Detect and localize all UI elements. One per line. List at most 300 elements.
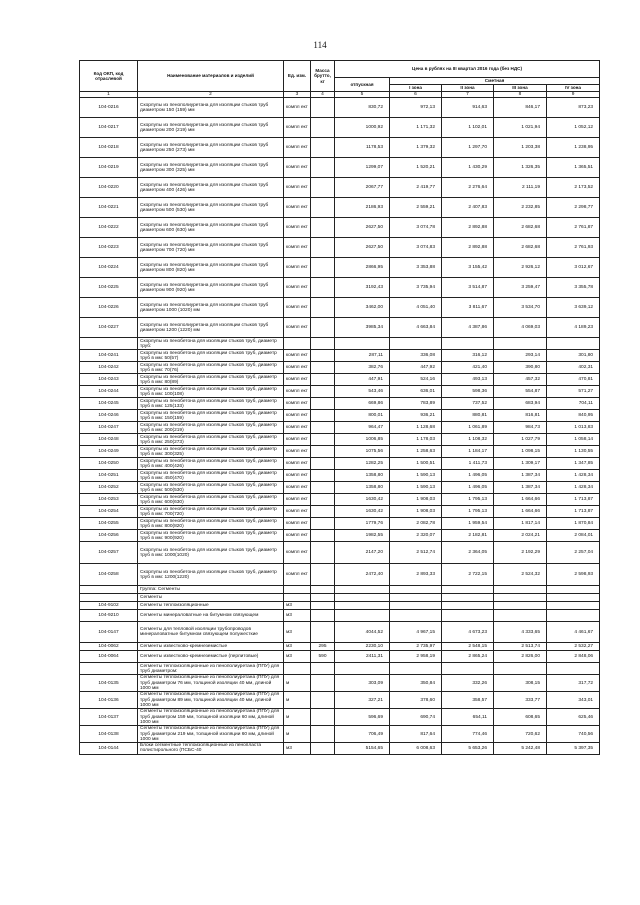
cell-code: 104-0255 [80, 518, 138, 530]
cell-release-price: 3462,00 [335, 298, 390, 318]
cell-zone-3-price: 457,32 [494, 374, 547, 386]
header-mass: Масса брутто, кг [311, 61, 335, 92]
table-body [80, 98, 600, 754]
cell-mass [311, 610, 335, 622]
cell-zone-2-price: 2 276,64 [442, 178, 494, 198]
table-row [80, 198, 600, 218]
cell-unit: компл ект [284, 350, 311, 362]
cell-zone-4-price [547, 663, 600, 675]
cell-mass [311, 602, 335, 610]
cell-zone-3-price: 1 387,34 [494, 482, 547, 494]
cell-code: 104-0064 [80, 651, 138, 663]
cell-zone-4-price: 5 397,35 [547, 743, 600, 754]
cell-zone-2-price: 1 795,13 [442, 494, 494, 506]
cell-release-price: 706,49 [335, 726, 390, 743]
cell-zone-2-price: 316,12 [442, 350, 494, 362]
table-row [80, 434, 600, 446]
cell-code: 104-0221 [80, 198, 138, 218]
cell-zone-2-price: 2 892,88 [442, 218, 494, 238]
header-code: Код ОКП, код отраслевой [80, 61, 138, 92]
cell-zone-1-price: 783,89 [390, 398, 442, 410]
cell-code: 104-0253 [80, 494, 138, 506]
cell-name: Группа: Сегменты [138, 586, 284, 594]
cell-name: Скорлупы из пенобетона для изоляции стыков труб, диаметр труб в мм: 400(426) [138, 458, 284, 470]
cell-zone-3-price [494, 586, 547, 594]
table-row [80, 158, 600, 178]
cell-zone-1-price: 1 128,68 [390, 422, 442, 434]
cell-release-price: 287,11 [335, 350, 390, 362]
cell-unit: компл ект [284, 318, 311, 338]
cell-zone-4-price: 1 130,55 [547, 446, 600, 458]
cell-release-price [335, 663, 390, 675]
cell-release-price: 2411,31 [335, 651, 390, 663]
cell-name: Сегменты известково-кремнеземистые (перлитовые) [138, 651, 284, 663]
cell-unit: компл ект [284, 530, 311, 542]
cell-release-price: 1779,76 [335, 518, 390, 530]
cell-zone-2-price: 3 155,42 [442, 258, 494, 278]
cell-zone-1-price: 4 967,15 [390, 622, 442, 643]
cell-zone-4-price: 402,31 [547, 362, 600, 374]
cell-unit: м3 [284, 610, 311, 622]
cell-mass [311, 518, 335, 530]
cell-unit [284, 586, 311, 594]
cell-zone-4-price: 2 761,87 [547, 218, 600, 238]
table-row [80, 446, 600, 458]
cell-mass [311, 530, 335, 542]
cell-code [80, 338, 138, 350]
cell-zone-4-price: 4 189,23 [547, 318, 600, 338]
cell-zone-3-price: 2 826,00 [494, 651, 547, 663]
cell-mass [311, 98, 335, 118]
cell-zone-1-price: 1 908,03 [390, 494, 442, 506]
table-row [80, 709, 600, 726]
cell-mass [311, 663, 335, 675]
table-row [80, 692, 600, 709]
cell-zone-4-price: 2 084,01 [547, 530, 600, 542]
cell-unit: м3 [284, 743, 311, 754]
cell-zone-4-price: 1 052,12 [547, 118, 600, 138]
col-number: 9 [547, 92, 600, 98]
cell-zone-4-price: 1 428,34 [547, 470, 600, 482]
cell-name: Сегменты теплоизоляционные из пенополиуретана (ППУ) для труб диаметром: [138, 663, 284, 675]
cell-code: 104-0227 [80, 318, 138, 338]
cell-mass [311, 410, 335, 422]
cell-code: 104-9210 [80, 610, 138, 622]
cell-zone-1-price: 2 958,19 [390, 651, 442, 663]
table-row [80, 675, 600, 692]
cell-name: Скорлупы из пенополиуретана для изоляции стыков труб диаметром 700 (720) мм [138, 238, 284, 258]
cell-zone-4-price: 3 355,78 [547, 278, 600, 298]
cell-name: Скорлупы из пенополиуретана для изоляции стыков труб диаметром 600 (630) мм [138, 218, 284, 238]
cell-zone-2-price: 2 892,88 [442, 238, 494, 258]
cell-zone-4-price [547, 586, 600, 594]
header-estimate: Сметная [390, 78, 600, 85]
cell-zone-1-price: 378,60 [390, 692, 442, 709]
cell-name: Сегменты теплоизоляционные из пенополиуретана (ППУ) для труб диаметром 89 мм, толщиной изоляции 40 мм, длиной 1000 мм [138, 692, 284, 709]
cell-zone-3-price [494, 338, 547, 350]
cell-code: 104-0250 [80, 458, 138, 470]
cell-name: Сегменты [138, 594, 284, 602]
cell-release-price [335, 602, 390, 610]
col-number: 7 [442, 92, 494, 98]
cell-unit: м3 [284, 622, 311, 643]
cell-release-price [335, 338, 390, 350]
cell-release-price: 303,09 [335, 675, 390, 692]
cell-zone-1-price: 3 735,94 [390, 278, 442, 298]
cell-code: 104-0245 [80, 398, 138, 410]
cell-zone-2-price [442, 602, 494, 610]
cell-zone-1-price: 2 419,77 [390, 178, 442, 198]
cell-name: Сегменты минераловатные на битумном связующем [138, 610, 284, 622]
col-number: 8 [494, 92, 547, 98]
cell-zone-3-price: 3 259,47 [494, 278, 547, 298]
cell-zone-1-price [390, 610, 442, 622]
cell-zone-3-price: 1 098,15 [494, 446, 547, 458]
cell-mass [311, 726, 335, 743]
cell-unit: м [284, 675, 311, 692]
cell-zone-3-price: 1 021,94 [494, 118, 547, 138]
cell-name: Скорлупы из пенобетона для изоляции стыков труб, диаметр труб в мм: 1000(1020) [138, 542, 284, 564]
cell-unit: м [284, 726, 311, 743]
cell-code: 104-0247 [80, 422, 138, 434]
cell-zone-1-price: 2 559,21 [390, 198, 442, 218]
cell-code: 104-0254 [80, 506, 138, 518]
cell-unit: компл ект [284, 398, 311, 410]
table-row [80, 350, 600, 362]
cell-name: Сегменты теплоизоляционные [138, 602, 284, 610]
cell-zone-2-price: 4 387,86 [442, 318, 494, 338]
cell-name: Сегменты теплоизоляционные из пенополиуретана (ППУ) для труб диаметром 76 мм, толщиной изоляции 40 мм, длиной 1000 мм [138, 675, 284, 692]
cell-zone-1-price: 350,84 [390, 675, 442, 692]
cell-code: 104-0220 [80, 178, 138, 198]
cell-mass [311, 594, 335, 602]
cell-name: Скорлупы из пенобетона для изоляции стыков труб, диаметр труб в мм: 600(630) [138, 494, 284, 506]
cell-zone-4-price: 3 639,12 [547, 298, 600, 318]
cell-unit: компл ект [284, 362, 311, 374]
cell-unit [284, 594, 311, 602]
cell-code: 104-0147 [80, 622, 138, 643]
cell-mass [311, 470, 335, 482]
cell-zone-2-price: 1 184,17 [442, 446, 494, 458]
cell-code: 104-0226 [80, 298, 138, 318]
cell-zone-4-price: 317,72 [547, 675, 600, 692]
cell-mass [311, 138, 335, 158]
cell-name: Скорлупы из пенобетона для изоляции стыков труб, диаметр труб в мм: 900(920) [138, 530, 284, 542]
cell-zone-2-price: 1 795,13 [442, 506, 494, 518]
cell-name: Скорлупы из пенобетона для изоляции стыков труб, диаметр труб в мм: 500(530) [138, 482, 284, 494]
cell-zone-3-price: 1 326,35 [494, 158, 547, 178]
cell-zone-1-price: 524,16 [390, 374, 442, 386]
cell-release-price: 1075,56 [335, 446, 390, 458]
cell-name: Скорлупы из пенобетона для изоляции стыков труб, диаметр труб в мм: 150(159) [138, 410, 284, 422]
table-row [80, 458, 600, 470]
table-row [80, 298, 600, 318]
cell-zone-2-price: 2 407,83 [442, 198, 494, 218]
cell-zone-4-price: 1 238,95 [547, 138, 600, 158]
cell-code: 104-0224 [80, 258, 138, 278]
table-row [80, 564, 600, 586]
cell-unit: компл ект [284, 198, 311, 218]
cell-release-price: 543,46 [335, 386, 390, 398]
cell-release-price: 596,69 [335, 709, 390, 726]
cell-mass [311, 362, 335, 374]
cell-zone-2-price: 914,63 [442, 98, 494, 118]
cell-mass [311, 158, 335, 178]
cell-name: Скорлупы из пенополиуретана для изоляции стыков труб диаметром 250 (273) мм [138, 138, 284, 158]
cell-mass [311, 422, 335, 434]
cell-release-price: 5154,65 [335, 743, 390, 754]
cell-zone-4-price: 873,23 [547, 98, 600, 118]
cell-zone-1-price: 3 074,83 [390, 238, 442, 258]
cell-unit: компл ект [284, 506, 311, 518]
cell-mass [311, 398, 335, 410]
cell-name: Скорлупы из пенополиуретана для изоляции стыков труб диаметром 1200 (1220) мм [138, 318, 284, 338]
col-number: 6 [390, 92, 442, 98]
cell-unit: компл ект [284, 298, 311, 318]
cell-code: 104-0223 [80, 238, 138, 258]
cell-mass [311, 506, 335, 518]
table-row [80, 602, 600, 610]
cell-zone-3-price: 308,15 [494, 675, 547, 692]
cell-unit [284, 663, 311, 675]
cell-release-price: 830,72 [335, 98, 390, 118]
cell-release-price: 2186,93 [335, 198, 390, 218]
cell-release-price [335, 610, 390, 622]
cell-zone-3-price: 1 309,17 [494, 458, 547, 470]
cell-release-price: 2147,20 [335, 542, 390, 564]
cell-unit: компл ект [284, 218, 311, 238]
table-row [80, 726, 600, 743]
cell-zone-4-price [547, 602, 600, 610]
cell-release-price: 2230,10 [335, 643, 390, 651]
cell-zone-4-price: 1 870,84 [547, 518, 600, 530]
col-number: 1 [80, 92, 138, 98]
cell-zone-3-price: 1 027,79 [494, 434, 547, 446]
cell-code: 104-0256 [80, 530, 138, 542]
cell-zone-1-price: 3 353,88 [390, 258, 442, 278]
cell-zone-3-price: 333,77 [494, 692, 547, 709]
cell-zone-2-price: 2 865,24 [442, 651, 494, 663]
cell-name: Скорлупы из пенобетона для изоляции стыков труб, диаметр труб в мм: 70(76) [138, 362, 284, 374]
col-number: 5 [335, 92, 390, 98]
cell-name: Скорлупы из пенобетона для изоляции стыков труб, диаметр труб в мм: 250(273) [138, 434, 284, 446]
col-number: 2 [138, 92, 284, 98]
cell-release-price: 964,47 [335, 422, 390, 434]
cell-code: 104-0135 [80, 675, 138, 692]
cell-unit: компл ект [284, 98, 311, 118]
cell-code: 104-0217 [80, 118, 138, 138]
cell-unit: компл ект [284, 458, 311, 470]
cell-zone-1-price: 447,92 [390, 362, 442, 374]
cell-mass [311, 458, 335, 470]
cell-name: Скорлупы из пенобетона для изоляции стыков труб, диаметр труб в мм: 1200(1220) [138, 564, 284, 586]
header-zone-3: III зона [494, 85, 547, 92]
cell-name: Сегменты для тепловой изоляции трубопроводов минераловатные битумном связующем полужесткие [138, 622, 284, 643]
table-row [80, 743, 600, 754]
cell-zone-2-price: 1 411,73 [442, 458, 494, 470]
cell-zone-3-price: 846,17 [494, 98, 547, 118]
cell-zone-1-price: 6 008,63 [390, 743, 442, 754]
cell-code: 104-0248 [80, 434, 138, 446]
cell-unit: компл ект [284, 238, 311, 258]
cell-zone-2-price: 5 653,26 [442, 743, 494, 754]
cell-zone-1-price: 936,21 [390, 410, 442, 422]
cell-zone-2-price: 2 182,81 [442, 530, 494, 542]
cell-code: 104-0225 [80, 278, 138, 298]
cell-name: Скорлупы из пенополиуретана для изоляции стыков труб диаметром 150 (159) мм [138, 98, 284, 118]
cell-zone-3-price: 3 534,70 [494, 298, 547, 318]
table-row [80, 594, 600, 602]
cell-zone-3-price: 2 513,74 [494, 643, 547, 651]
cell-zone-2-price: 654,11 [442, 709, 494, 726]
cell-zone-2-price: 3 811,67 [442, 298, 494, 318]
cell-release-price: 1282,25 [335, 458, 390, 470]
table-row [80, 178, 600, 198]
cell-mass [311, 218, 335, 238]
cell-name: Скорлупы из пенополиуретана для изоляции стыков труб диаметром 200 (219) мм [138, 118, 284, 138]
cell-zone-1-price [390, 338, 442, 350]
cell-name: Сегменты теплоизоляционные из пенополиуретана (ППУ) для труб диаметром 159 мм, толщиной изоляции 60 мм, длиной 1000 мм [138, 709, 284, 726]
cell-zone-1-price: 1 590,13 [390, 470, 442, 482]
cell-release-price: 1358,80 [335, 482, 390, 494]
cell-zone-4-price [547, 594, 600, 602]
cell-mass [311, 692, 335, 709]
col-number: 3 [284, 92, 311, 98]
cell-name: Сегменты теплоизоляционные из пенополиуретана (ППУ) для труб диаметром 219 мм, толщиной изоляции 60 мм, длиной 1000 мм [138, 726, 284, 743]
table-row [80, 586, 600, 594]
table-row [80, 218, 600, 238]
cell-mass [311, 542, 335, 564]
cell-zone-2-price: 1 496,05 [442, 482, 494, 494]
cell-code: 104-0258 [80, 564, 138, 586]
cell-zone-2-price: 1 496,05 [442, 470, 494, 482]
cell-code: 104-0219 [80, 158, 138, 178]
cell-zone-3-price: 390,80 [494, 362, 547, 374]
cell-zone-1-price: 1 520,21 [390, 158, 442, 178]
cell-mass [311, 278, 335, 298]
cell-zone-4-price: 301,80 [547, 350, 600, 362]
table-row [80, 542, 600, 564]
cell-zone-4-price: 840,95 [547, 410, 600, 422]
cell-zone-3-price: 5 242,48 [494, 743, 547, 754]
table-row [80, 622, 600, 643]
cell-zone-2-price: 2 548,15 [442, 643, 494, 651]
cell-code: 104-9102 [80, 602, 138, 610]
cell-zone-4-price: 625,46 [547, 709, 600, 726]
cell-zone-3-price: 2 682,68 [494, 238, 547, 258]
cell-unit: компл ект [284, 386, 311, 398]
cell-zone-3-price: 2 192,29 [494, 542, 547, 564]
cell-zone-3-price: 2 524,32 [494, 564, 547, 586]
cell-code: 104-0222 [80, 218, 138, 238]
cell-zone-2-price: 493,13 [442, 374, 494, 386]
cell-zone-2-price: 3 514,87 [442, 278, 494, 298]
cell-zone-1-price: 1 908,03 [390, 506, 442, 518]
table-row [80, 530, 600, 542]
cell-zone-3-price: 554,87 [494, 386, 547, 398]
cell-release-price: 2866,95 [335, 258, 390, 278]
cell-zone-1-price: 817,64 [390, 726, 442, 743]
price-table [79, 60, 600, 755]
cell-release-price: 1006,85 [335, 434, 390, 446]
cell-release-price: 1630,42 [335, 506, 390, 518]
cell-code: 104-0138 [80, 726, 138, 743]
cell-unit: компл ект [284, 446, 311, 458]
cell-zone-1-price: 1 178,03 [390, 434, 442, 446]
cell-zone-4-price: 1 013,83 [547, 422, 600, 434]
cell-zone-3-price: 2 682,68 [494, 218, 547, 238]
cell-zone-3-price: 2 111,19 [494, 178, 547, 198]
cell-release-price: 4044,52 [335, 622, 390, 643]
table-row [80, 643, 600, 651]
table-row [80, 118, 600, 138]
cell-mass [311, 482, 335, 494]
cell-mass [311, 709, 335, 726]
table-row [80, 374, 600, 386]
cell-release-price: 3985,34 [335, 318, 390, 338]
cell-release-price: 1630,42 [335, 494, 390, 506]
cell-zone-3-price [494, 602, 547, 610]
cell-name: Скорлупы из пенобетона для изоляции стыков труб, диаметр труб в мм: 700(720) [138, 506, 284, 518]
cell-unit: м3 [284, 602, 311, 610]
cell-release-price [335, 586, 390, 594]
cell-zone-3-price [494, 610, 547, 622]
cell-name: Скорлупы из пенополиуретана для изоляции стыков труб диаметром 400 (426) мм [138, 178, 284, 198]
cell-zone-2-price: 880,81 [442, 410, 494, 422]
cell-unit: компл ект [284, 158, 311, 178]
cell-name: Скорлупы из пенобетона для изоляции стыков труб, диаметр труб в мм: 50(57) [138, 350, 284, 362]
cell-name: Скорлупы из пенобетона для изоляции стыков труб, диаметр труб в мм: 300(325) [138, 446, 284, 458]
cell-zone-4-price: 740,56 [547, 726, 600, 743]
cell-zone-3-price: 2 232,85 [494, 198, 547, 218]
cell-release-price: 800,01 [335, 410, 390, 422]
cell-release-price: 327,21 [335, 692, 390, 709]
cell-code: 104-0244 [80, 386, 138, 398]
cell-zone-1-price: 2 735,97 [390, 643, 442, 651]
header-zone-4: IV зона [547, 85, 600, 92]
cell-code: 104-0249 [80, 446, 138, 458]
cell-zone-1-price: 1 379,32 [390, 138, 442, 158]
table-row [80, 398, 600, 410]
header-unit: Ед. изм. [284, 61, 311, 92]
cell-zone-1-price: 2 512,74 [390, 542, 442, 564]
cell-release-price: 2472,40 [335, 564, 390, 586]
cell-zone-3-price: 1 387,34 [494, 470, 547, 482]
cell-release-price: 1982,55 [335, 530, 390, 542]
cell-zone-1-price: 1 590,13 [390, 482, 442, 494]
table-row [80, 238, 600, 258]
cell-unit: компл ект [284, 178, 311, 198]
table-row [80, 506, 600, 518]
cell-mass [311, 318, 335, 338]
cell-zone-3-price [494, 594, 547, 602]
cell-zone-1-price: 336,08 [390, 350, 442, 362]
cell-mass [311, 238, 335, 258]
cell-mass: 590 [311, 651, 335, 663]
cell-release-price: 3192,43 [335, 278, 390, 298]
cell-release-price: 382,76 [335, 362, 390, 374]
cell-zone-4-price: 470,81 [547, 374, 600, 386]
cell-zone-3-price: 1 203,38 [494, 138, 547, 158]
cell-code: 104-0246 [80, 410, 138, 422]
cell-code: 104-0216 [80, 98, 138, 118]
cell-zone-2-price: 1 959,54 [442, 518, 494, 530]
cell-code [80, 663, 138, 675]
cell-name: Скорлупы из пенополиуретана для изоляции стыков труб диаметром 900 (920) мм [138, 278, 284, 298]
cell-mass [311, 118, 335, 138]
cell-release-price [335, 594, 390, 602]
cell-zone-2-price [442, 338, 494, 350]
